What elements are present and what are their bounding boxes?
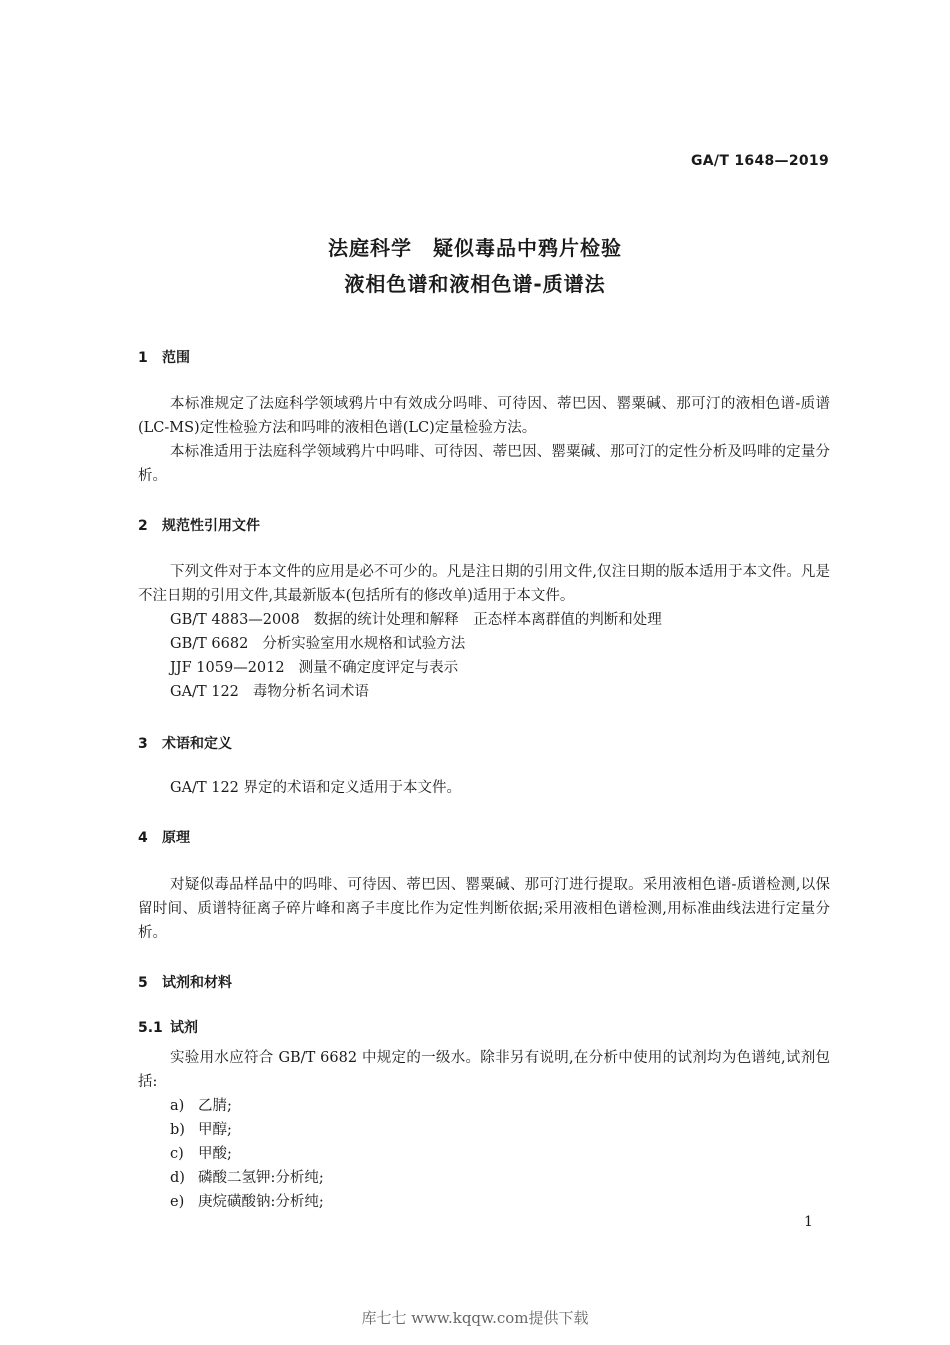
reagent-list-item [170,1142,232,1166]
reference-code: GA/T 122 [170,684,239,700]
section-number: 5 [138,975,148,991]
document-title-line-2: 液相色谱和液相色谱-质谱法 [344,272,606,296]
reference-title: 数据的统计处理和解释 正态样本离群值的判断和处理 [313,612,662,628]
section-5-heading [138,972,232,992]
document-title-line-1: 法庭科学 疑似毒品中鸦片检验 [328,236,622,260]
reagent-list-item [170,1190,324,1214]
subsection-title: 试剂 [170,1020,198,1036]
reagent-list-item [170,1118,232,1142]
download-watermark-footer: 库七七 www.kqqw.com提供下载 [361,1309,589,1327]
section-number: 3 [138,736,148,752]
item-text: 甲醇; [198,1122,232,1138]
section-1-paragraph-2: 本标准适用于法庭科学领域鸦片中吗啡、可待因、蒂巴因、罂粟碱、那可汀的定性分析及吗啡的定量分析。 [138,444,830,484]
item-label: d) [170,1170,185,1186]
reference-code: JJF 1059—2012 [170,660,285,676]
standard-code: GA/T 1648—2019 [691,153,829,169]
item-text: 磷酸二氢钾:分析纯; [198,1170,324,1186]
reagent-list-item [170,1094,232,1118]
section-number: 1 [138,350,148,366]
item-text: 乙腈; [198,1098,232,1114]
subsection-5-1-heading [138,1017,198,1037]
item-label: c) [170,1146,184,1162]
item-label: a) [170,1098,185,1114]
section-title: 试剂和材料 [162,975,232,991]
section-number: 4 [138,830,148,846]
section-title: 范围 [162,350,190,366]
section-3-heading [138,733,232,753]
section-title: 规范性引用文件 [162,518,260,534]
item-text: 甲酸; [198,1146,232,1162]
reagent-list-item [170,1166,324,1190]
reference-code: GB/T 4883—2008 [170,612,300,628]
page-number: 1 [804,1214,813,1230]
section-number: 2 [138,518,148,534]
section-4-heading [138,827,190,847]
subsection-5-1-paragraph-1: 实验用水应符合 GB/T 6682 中规定的一级水。除非另有说明,在分析中使用的试剂均为色谱纯,试剂包括: [138,1050,830,1090]
item-text: 庚烷磺酸钠:分析纯; [198,1194,324,1210]
section-1-paragraph-1: 本标准规定了法庭科学领域鸦片中有效成分吗啡、可待因、蒂巴因、罂粟碱、那可汀的液相色谱-质谱(LC-MS)定性检验方法和吗啡的液相色谱(LC)定量检验方法。 [138,396,830,436]
normative-reference [170,608,662,632]
reference-title: 毒物分析名词术语 [252,684,369,700]
section-title: 原理 [162,830,190,846]
section-2-paragraph-1: 下列文件对于本文件的应用是必不可少的。凡是注日期的引用文件,仅注日期的版本适用于本文件。凡是不注日期的引用文件,其最新版本(包括所有的修改单)适用于本文件。 [138,564,830,604]
section-1-heading [138,347,190,367]
normative-reference [170,680,369,704]
normative-reference [170,632,465,656]
reference-title: 分析实验室用水规格和试验方法 [262,636,466,652]
reference-code: GB/T 6682 [170,636,249,652]
subsection-number: 5.1 [138,1020,163,1036]
reference-title: 测量不确定度评定与表示 [298,660,459,676]
section-4-paragraph-1: 对疑似毒品样品中的吗啡、可待因、蒂巴因、罂粟碱、那可汀进行提取。采用液相色谱-质谱检测,以保留时间、质谱特征离子碎片峰和离子丰度比作为定性判断依据;采用液相色谱检测,用标准曲线法进行定量分析。 [138,877,830,941]
section-3-paragraph-1: GA/T 122 界定的术语和定义适用于本文件。 [170,780,462,796]
item-label: b) [170,1122,185,1138]
section-title: 术语和定义 [162,736,232,752]
section-2-heading [138,515,260,535]
item-label: e) [170,1194,185,1210]
normative-reference [170,656,458,680]
